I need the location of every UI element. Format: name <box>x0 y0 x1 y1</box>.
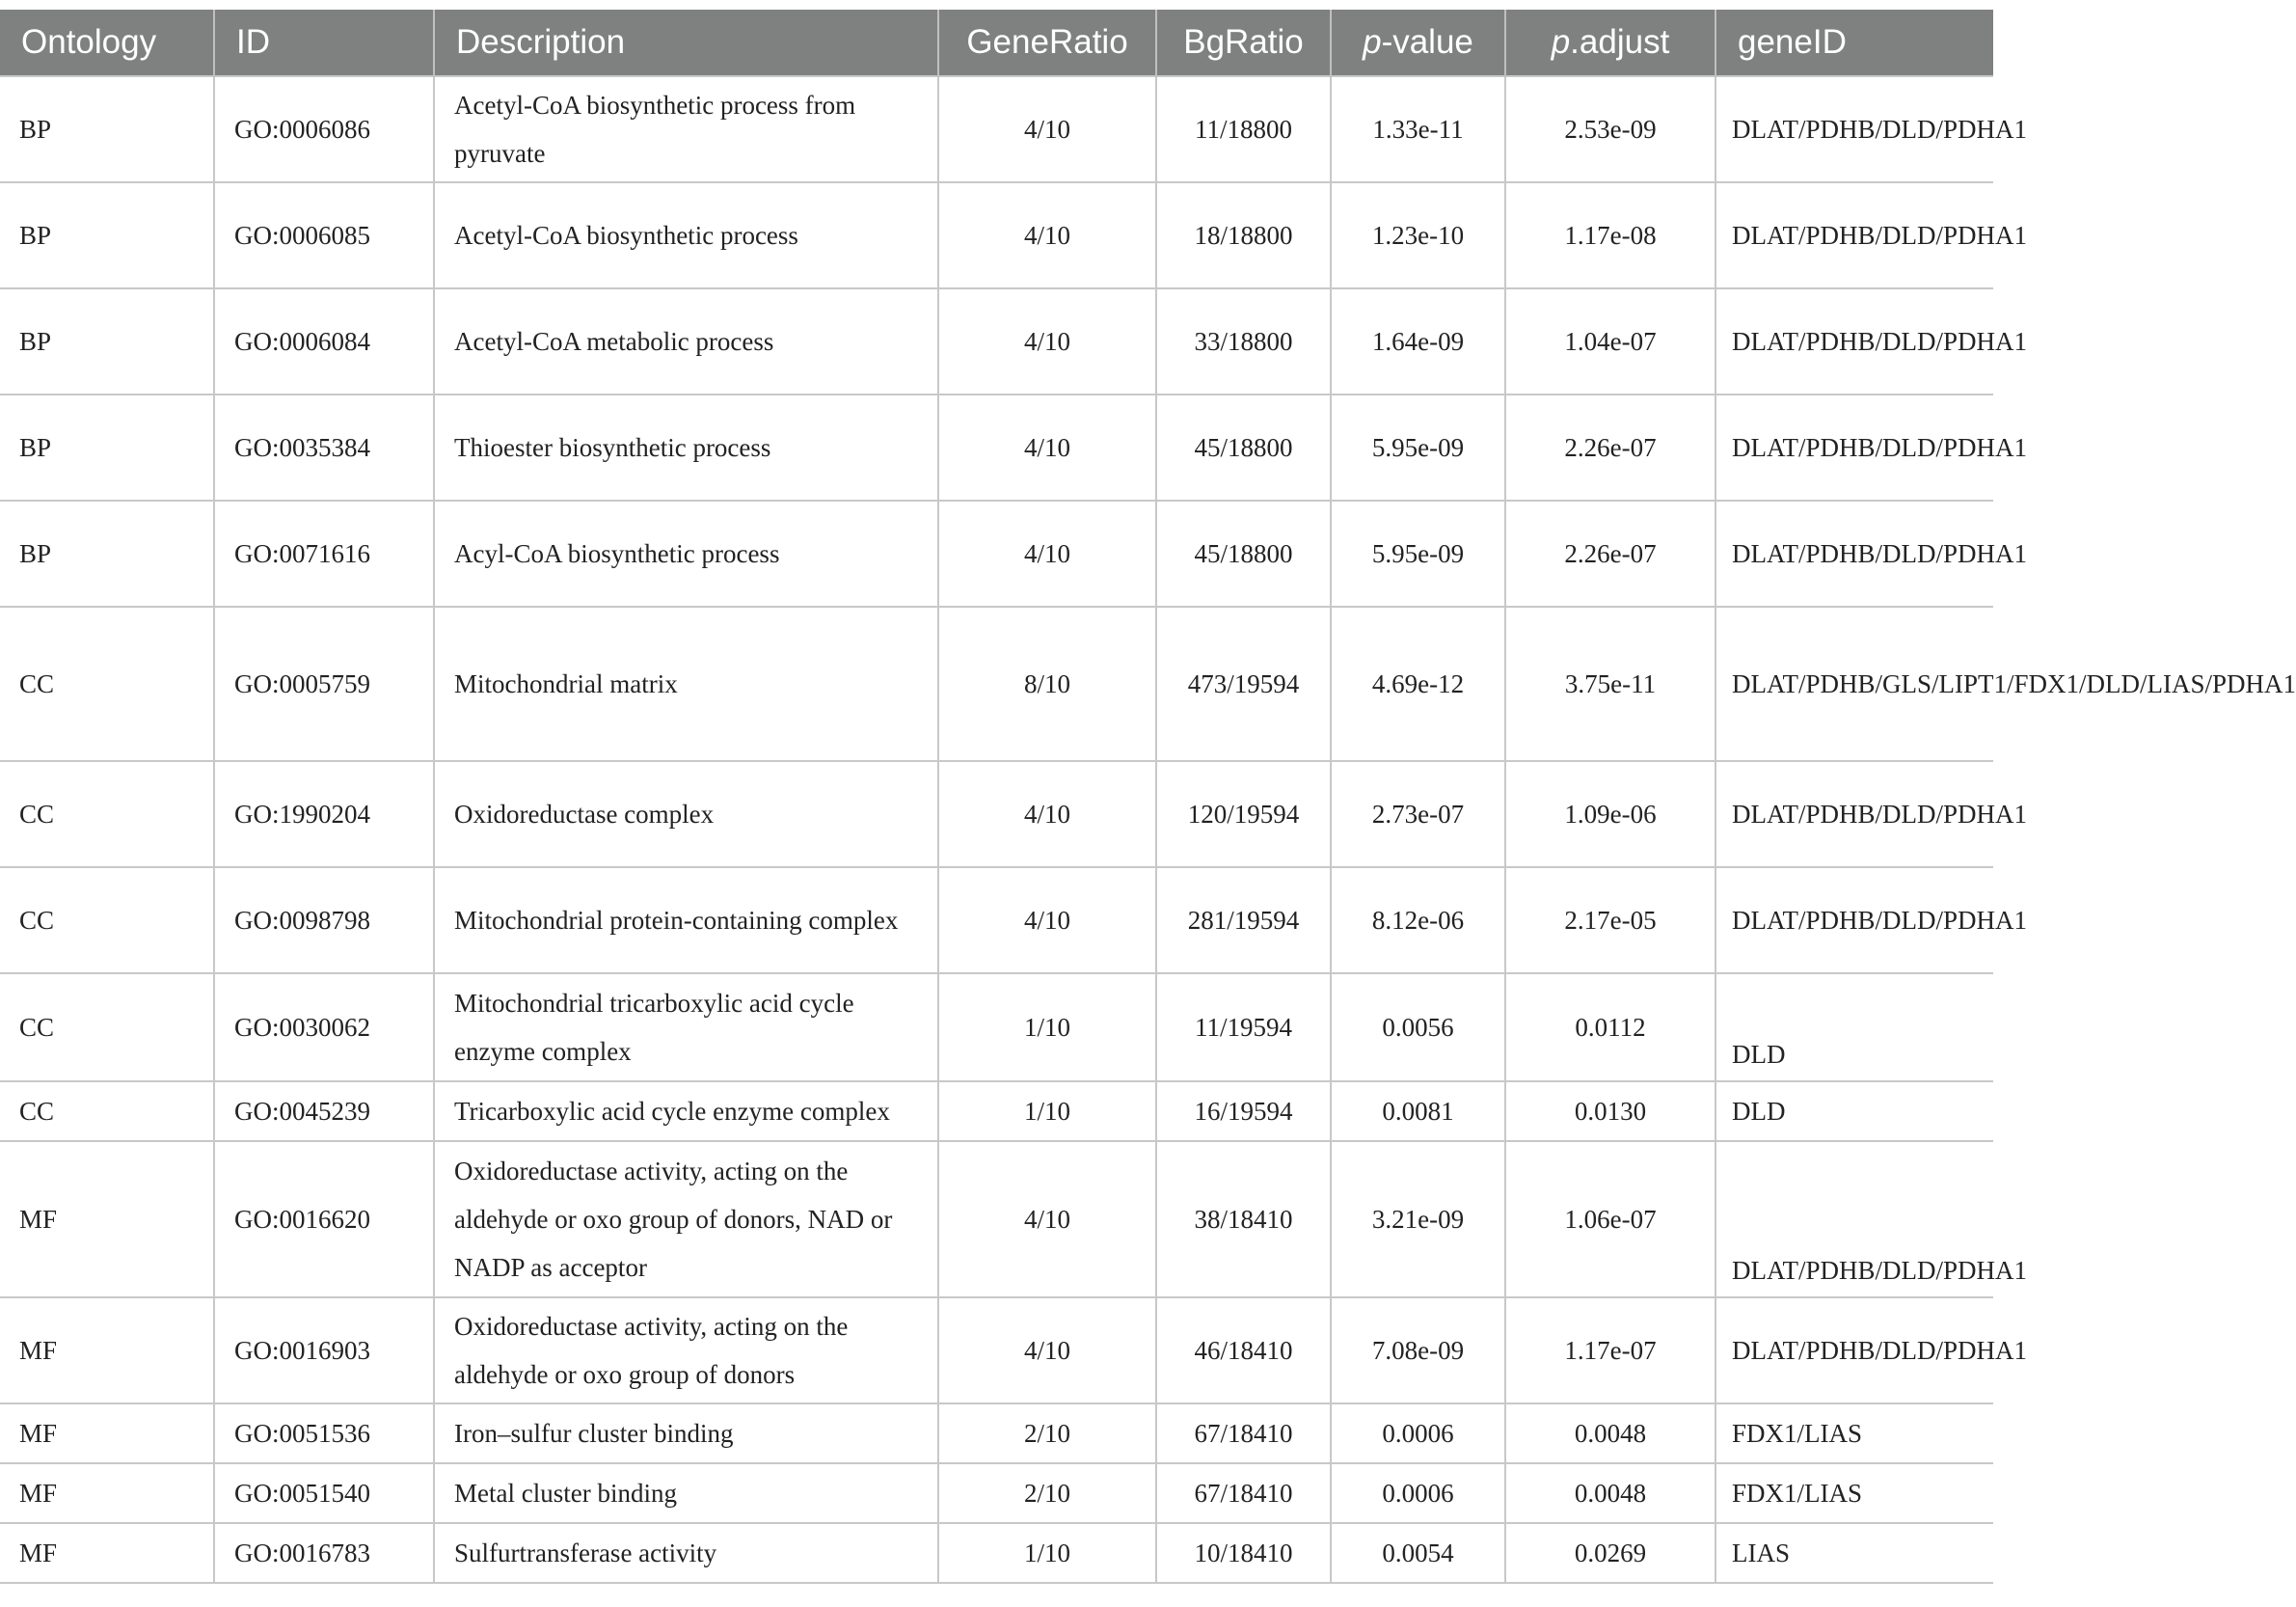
cell-gene-id: DLD <box>1715 973 1993 1081</box>
cell-ontology: BP <box>0 76 214 182</box>
cell-description: Mitochondrial protein-containing complex <box>434 867 938 973</box>
cell-gene-ratio: 2/10 <box>938 1463 1156 1523</box>
table-row <box>0 501 1993 607</box>
cell-p-adjust: 0.0048 <box>1505 1463 1715 1523</box>
cell-ontology: MF <box>0 1403 214 1463</box>
cell-gene-id: DLAT/PDHB/DLD/PDHA1 <box>1715 867 1993 973</box>
cell-ontology: CC <box>0 761 214 867</box>
cell-p-adjust: 2.26e-07 <box>1505 501 1715 607</box>
header-p-adjust-suffix: .adjust <box>1570 23 1670 61</box>
cell-bg-ratio: 281/19594 <box>1156 867 1331 973</box>
cell-gene-id: DLAT/PDHB/DLD/PDHA1 <box>1715 395 1993 501</box>
cell-bg-ratio: 45/18800 <box>1156 501 1331 607</box>
cell-p-value: 0.0056 <box>1331 973 1505 1081</box>
cell-gene-id: LIAS <box>1715 1523 1993 1583</box>
cell-p-value: 1.64e-09 <box>1331 288 1505 395</box>
cell-id: GO:1990204 <box>214 761 434 867</box>
cell-bg-ratio: 67/18410 <box>1156 1463 1331 1523</box>
table-row <box>0 1297 1993 1403</box>
cell-p-value: 8.12e-06 <box>1331 867 1505 973</box>
cell-gene-id: DLAT/PDHB/DLD/PDHA1 <box>1715 288 1993 395</box>
cell-id: GO:0016620 <box>214 1141 434 1297</box>
cell-bg-ratio: 18/18800 <box>1156 182 1331 288</box>
cell-p-value: 1.23e-10 <box>1331 182 1505 288</box>
cell-p-value: 4.69e-12 <box>1331 607 1505 761</box>
cell-gene-id: FDX1/LIAS <box>1715 1463 1993 1523</box>
cell-ontology: CC <box>0 1081 214 1141</box>
cell-id: GO:0098798 <box>214 867 434 973</box>
cell-p-value: 3.21e-09 <box>1331 1141 1505 1297</box>
cell-gene-ratio: 4/10 <box>938 76 1156 182</box>
cell-p-adjust: 2.26e-07 <box>1505 395 1715 501</box>
cell-gene-ratio: 4/10 <box>938 1297 1156 1403</box>
cell-gene-ratio: 2/10 <box>938 1403 1156 1463</box>
cell-id: GO:0016783 <box>214 1523 434 1583</box>
cell-gene-ratio: 4/10 <box>938 1141 1156 1297</box>
cell-p-adjust: 1.04e-07 <box>1505 288 1715 395</box>
cell-p-value: 1.33e-11 <box>1331 76 1505 182</box>
cell-p-adjust: 1.09e-06 <box>1505 761 1715 867</box>
table-row <box>0 1403 1993 1463</box>
cell-description: Acetyl-CoA metabolic process <box>434 288 938 395</box>
header-p-adjust <box>1505 10 1715 76</box>
go-enrichment-table-container <box>0 10 2296 1584</box>
cell-bg-ratio: 11/18800 <box>1156 76 1331 182</box>
cell-p-adjust: 2.17e-05 <box>1505 867 1715 973</box>
cell-ontology: MF <box>0 1463 214 1523</box>
header-row <box>0 10 1993 76</box>
cell-id: GO:0006085 <box>214 182 434 288</box>
cell-ontology: MF <box>0 1297 214 1403</box>
table-row <box>0 1523 1993 1583</box>
cell-p-adjust: 3.75e-11 <box>1505 607 1715 761</box>
cell-bg-ratio: 11/19594 <box>1156 973 1331 1081</box>
cell-bg-ratio: 33/18800 <box>1156 288 1331 395</box>
cell-description: Sulfurtransferase activity <box>434 1523 938 1583</box>
cell-description: Metal cluster binding <box>434 1463 938 1523</box>
cell-p-value: 0.0006 <box>1331 1403 1505 1463</box>
cell-p-value: 7.08e-09 <box>1331 1297 1505 1403</box>
header-description: Description <box>434 10 938 76</box>
cell-p-value: 5.95e-09 <box>1331 501 1505 607</box>
cell-p-adjust: 0.0269 <box>1505 1523 1715 1583</box>
table-row <box>0 1081 1993 1141</box>
cell-description: Iron–sulfur cluster binding <box>434 1403 938 1463</box>
cell-p-adjust: 0.0112 <box>1505 973 1715 1081</box>
cell-ontology: BP <box>0 288 214 395</box>
cell-gene-id: DLAT/PDHB/DLD/PDHA1 <box>1715 1297 1993 1403</box>
cell-p-adjust: 1.06e-07 <box>1505 1141 1715 1297</box>
cell-bg-ratio: 473/19594 <box>1156 607 1331 761</box>
cell-bg-ratio: 45/18800 <box>1156 395 1331 501</box>
cell-p-value: 0.0006 <box>1331 1463 1505 1523</box>
cell-ontology: CC <box>0 973 214 1081</box>
cell-description: Tricarboxylic acid cycle enzyme complex <box>434 1081 938 1141</box>
cell-bg-ratio: 16/19594 <box>1156 1081 1331 1141</box>
cell-id: GO:0006084 <box>214 288 434 395</box>
cell-gene-ratio: 4/10 <box>938 761 1156 867</box>
cell-p-value: 0.0081 <box>1331 1081 1505 1141</box>
cell-gene-ratio: 4/10 <box>938 182 1156 288</box>
header-gene-ratio: GeneRatio <box>938 10 1156 76</box>
cell-id: GO:0051536 <box>214 1403 434 1463</box>
cell-description: Acetyl-CoA biosynthetic process <box>434 182 938 288</box>
cell-description: Acyl-CoA biosynthetic process <box>434 501 938 607</box>
cell-gene-id: DLAT/PDHB/DLD/PDHA1 <box>1715 761 1993 867</box>
cell-gene-id: DLAT/PDHB/DLD/PDHA1 <box>1715 501 1993 607</box>
header-p-adjust-italic: p <box>1551 23 1571 61</box>
cell-gene-ratio: 1/10 <box>938 973 1156 1081</box>
cell-gene-ratio: 4/10 <box>938 395 1156 501</box>
go-enrichment-table <box>0 10 2296 1584</box>
cell-p-adjust: 0.0048 <box>1505 1403 1715 1463</box>
cell-bg-ratio: 46/18410 <box>1156 1297 1331 1403</box>
cell-id: GO:0030062 <box>214 973 434 1081</box>
cell-description: Oxidoreductase complex <box>434 761 938 867</box>
table-row <box>0 867 1993 973</box>
cell-id: GO:0006086 <box>214 76 434 182</box>
cell-id: GO:0035384 <box>214 395 434 501</box>
cell-gene-ratio: 1/10 <box>938 1523 1156 1583</box>
table-header <box>0 10 1993 76</box>
header-p-value <box>1331 10 1505 76</box>
cell-id: GO:0045239 <box>214 1081 434 1141</box>
cell-p-adjust: 2.53e-09 <box>1505 76 1715 182</box>
cell-ontology: MF <box>0 1141 214 1297</box>
header-p-value-italic: p <box>1363 23 1382 61</box>
cell-gene-id: DLAT/PDHB/DLD/PDHA1 <box>1715 76 1993 182</box>
cell-p-value: 2.73e-07 <box>1331 761 1505 867</box>
header-gene-id: geneID <box>1715 10 1993 76</box>
cell-bg-ratio: 38/18410 <box>1156 1141 1331 1297</box>
table-row <box>0 395 1993 501</box>
cell-gene-ratio: 8/10 <box>938 607 1156 761</box>
header-bg-ratio: BgRatio <box>1156 10 1331 76</box>
cell-p-value: 0.0054 <box>1331 1523 1505 1583</box>
table-row <box>0 973 1993 1081</box>
cell-ontology: BP <box>0 395 214 501</box>
cell-description: Mitochondrial tricarboxylic acid cycle enzyme complex <box>434 973 938 1081</box>
header-ontology: Ontology <box>0 10 214 76</box>
cell-id: GO:0051540 <box>214 1463 434 1523</box>
cell-p-adjust: 1.17e-07 <box>1505 1297 1715 1403</box>
cell-p-adjust: 1.17e-08 <box>1505 182 1715 288</box>
cell-gene-id: DLAT/PDHB/DLD/PDHA1 <box>1715 1141 1993 1297</box>
cell-gene-id: DLAT/PDHB/DLD/PDHA1 <box>1715 182 1993 288</box>
cell-gene-id: DLAT/PDHB/GLS/LIPT1/FDX1/DLD/LIAS/PDHA1 <box>1715 607 1993 761</box>
cell-id: GO:0005759 <box>214 607 434 761</box>
cell-description: Acetyl-CoA biosynthetic process from pyruvate <box>434 76 938 182</box>
cell-ontology: BP <box>0 182 214 288</box>
table-body <box>0 76 2296 1583</box>
cell-description: Oxidoreductase activity, acting on the aldehyde or oxo group of donors, NAD or NADP as acceptor <box>434 1141 938 1297</box>
table-row <box>0 761 1993 867</box>
cell-bg-ratio: 10/18410 <box>1156 1523 1331 1583</box>
header-id: ID <box>214 10 434 76</box>
cell-description: Thioester biosynthetic process <box>434 395 938 501</box>
cell-gene-ratio: 4/10 <box>938 501 1156 607</box>
cell-id: GO:0071616 <box>214 501 434 607</box>
cell-gene-ratio: 4/10 <box>938 867 1156 973</box>
cell-id: GO:0016903 <box>214 1297 434 1403</box>
table-row <box>0 182 1993 288</box>
cell-ontology: CC <box>0 607 214 761</box>
cell-ontology: MF <box>0 1523 214 1583</box>
cell-ontology: BP <box>0 501 214 607</box>
cell-bg-ratio: 67/18410 <box>1156 1403 1331 1463</box>
header-p-value-suffix: -value <box>1381 23 1473 61</box>
table-row <box>0 76 1993 182</box>
cell-p-value: 5.95e-09 <box>1331 395 1505 501</box>
cell-ontology: CC <box>0 867 214 973</box>
cell-description: Mitochondrial matrix <box>434 607 938 761</box>
cell-bg-ratio: 120/19594 <box>1156 761 1331 867</box>
cell-gene-id: FDX1/LIAS <box>1715 1403 1993 1463</box>
cell-description: Oxidoreductase activity, acting on the aldehyde or oxo group of donors <box>434 1297 938 1403</box>
table-row <box>0 607 1993 761</box>
table-row <box>0 1141 1993 1297</box>
table-row <box>0 1463 1993 1523</box>
cell-gene-ratio: 1/10 <box>938 1081 1156 1141</box>
table-row <box>0 288 1993 395</box>
cell-gene-ratio: 4/10 <box>938 288 1156 395</box>
cell-gene-id: DLD <box>1715 1081 1993 1141</box>
cell-p-adjust: 0.0130 <box>1505 1081 1715 1141</box>
